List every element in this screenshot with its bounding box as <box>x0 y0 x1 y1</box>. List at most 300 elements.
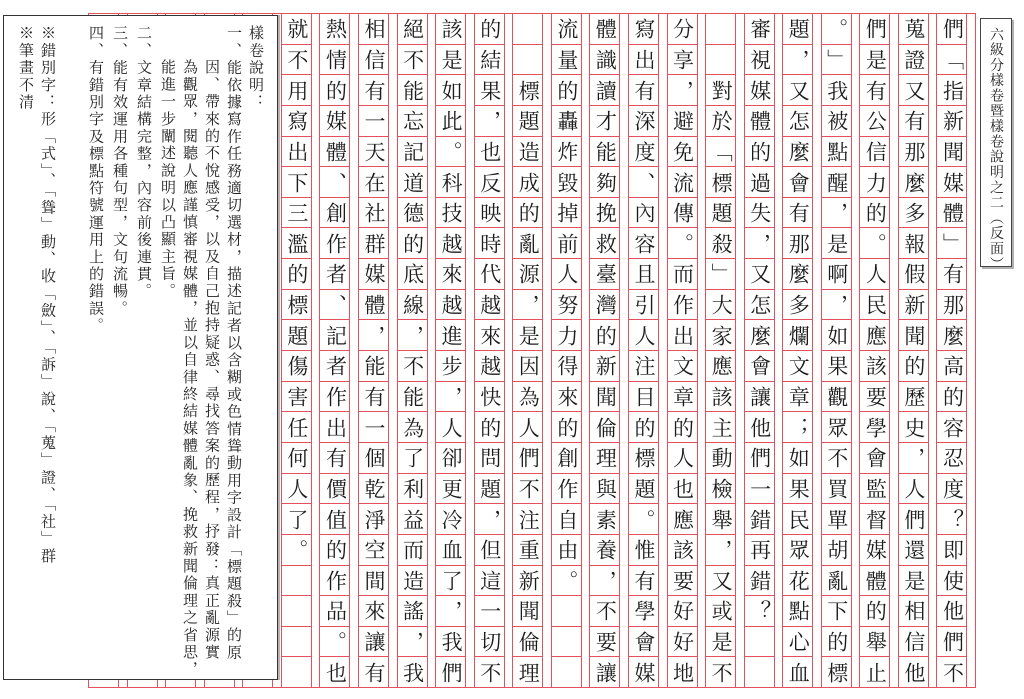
grid-cell <box>937 106 966 137</box>
handwritten-char: 舉 <box>709 508 734 530</box>
handwritten-char: 避 <box>670 110 695 132</box>
handwritten-char: 下 <box>284 171 309 193</box>
grid-column-cells <box>898 14 929 687</box>
grid-cell <box>745 198 774 229</box>
handwritten-char: 益 <box>400 508 425 530</box>
handwritten-char: 怎 <box>786 110 811 132</box>
grid-cell <box>513 566 542 597</box>
grid-cell <box>706 320 735 351</box>
grid-column <box>281 14 320 687</box>
grid-cell <box>860 627 889 658</box>
column-gap <box>428 14 436 687</box>
handwritten-char: 觀 <box>824 386 849 407</box>
grid-column-cells <box>859 14 890 687</box>
page-title: 六級分樣卷暨樣卷說明之二（反面） <box>988 27 1004 272</box>
handwritten-char: 會 <box>747 355 772 377</box>
grid-cell <box>436 75 465 106</box>
handwritten-char: 聞 <box>901 324 926 346</box>
grid-cell <box>320 657 349 687</box>
handwritten-char: 人 <box>439 416 464 438</box>
handwritten-char: 他 <box>747 416 772 438</box>
handwritten-char: 容 <box>940 416 965 438</box>
grid-cell <box>937 443 966 474</box>
handwritten-char: 忘 <box>400 110 425 132</box>
handwritten-char: 使 <box>940 569 965 591</box>
grid-column-cells <box>821 14 852 687</box>
handwritten-char: 絕 <box>400 18 425 40</box>
handwritten-char: 造 <box>400 569 425 591</box>
grid-cell <box>436 320 465 351</box>
handwritten-char: 於 <box>709 110 734 132</box>
grid-cell <box>899 474 928 505</box>
grid-cell <box>668 596 697 627</box>
handwritten-char: ， <box>400 324 425 346</box>
grid-column <box>705 14 744 687</box>
handwritten-char: 大 <box>709 294 734 316</box>
handwritten-char: 麼 <box>940 324 965 346</box>
handwritten-char: 聞 <box>593 386 618 407</box>
handwritten-char: 前 <box>554 232 579 254</box>
handwritten-char: 謠 <box>400 600 425 622</box>
grid-cell <box>822 106 851 137</box>
handwritten-char: 理 <box>593 447 618 469</box>
handwritten-char: 用 <box>284 79 309 101</box>
handwritten-char: 體 <box>323 140 348 162</box>
grid-cell <box>668 351 697 382</box>
column-gap <box>967 14 975 687</box>
grid-cell <box>513 504 542 535</box>
handwritten-char: 亂 <box>516 232 541 254</box>
handwritten-char: 也 <box>477 140 502 162</box>
column-gap <box>698 14 706 687</box>
handwritten-char: 有 <box>362 661 386 683</box>
grid-cell <box>937 504 966 535</box>
handwritten-char: 那 <box>940 294 965 316</box>
grid-cell <box>745 290 774 321</box>
grid-cell <box>668 474 697 505</box>
grid-cell <box>513 106 542 137</box>
grid-cell <box>590 566 619 597</box>
handwritten-char: 為 <box>400 416 425 438</box>
handwritten-char: 「 <box>709 140 734 162</box>
handwritten-char: 不 <box>477 661 502 683</box>
handwritten-char: 理 <box>516 661 541 683</box>
grid-column <box>667 14 706 687</box>
grid-cell <box>590 412 619 443</box>
handwritten-char: 信 <box>901 631 926 653</box>
handwritten-char: 如 <box>786 447 811 469</box>
handwritten-char: 動 <box>709 447 734 469</box>
sample-explanation-box <box>3 15 278 680</box>
handwritten-char: 德 <box>400 202 425 224</box>
handwritten-char: 而 <box>400 539 425 561</box>
grid-cell <box>590 627 619 658</box>
grid-cell <box>359 14 388 45</box>
handwritten-char: 倫 <box>516 631 541 653</box>
grid-cell <box>320 382 349 413</box>
handwritten-char: 得 <box>554 355 579 377</box>
grid-cell <box>899 137 928 168</box>
grid-cell <box>282 228 311 259</box>
handwritten-char: 章 <box>670 386 695 407</box>
handwritten-char: 點 <box>786 600 811 622</box>
grid-column-cells <box>397 14 428 687</box>
handwritten-char: 作 <box>554 477 579 499</box>
grid-cell <box>937 596 966 627</box>
handwritten-char: 問 <box>477 447 502 469</box>
grid-cell <box>359 504 388 535</box>
grid-cell <box>552 566 581 597</box>
grid-cell <box>436 290 465 321</box>
grid-cell <box>398 504 427 535</box>
grid-cell <box>899 75 928 106</box>
handwritten-char: ， <box>593 569 618 591</box>
grid-cell <box>552 657 581 687</box>
handwritten-char: 該 <box>709 386 734 407</box>
handwritten-char: 越 <box>439 232 464 254</box>
handwritten-char: 有 <box>323 447 348 469</box>
grid-cell <box>745 106 774 137</box>
handwritten-char: 。 <box>554 569 579 591</box>
handwritten-char: 好 <box>670 631 695 653</box>
handwritten-char: 價 <box>323 477 348 499</box>
grid-cell <box>899 412 928 443</box>
handwritten-char: 主 <box>709 416 734 438</box>
handwritten-char: 錯 <box>747 569 772 591</box>
handwritten-char: 是 <box>824 232 849 254</box>
grid-cell <box>783 535 812 566</box>
grid-cell <box>668 167 697 198</box>
grid-cell <box>552 382 581 413</box>
handwritten-char: 點 <box>824 140 849 162</box>
handwritten-char: 深 <box>631 110 656 132</box>
handwritten-char: ， <box>439 386 464 407</box>
handwritten-char: 濫 <box>284 232 309 254</box>
grid-cell <box>282 137 311 168</box>
handwritten-char: 體 <box>940 202 965 224</box>
grid-cell <box>745 535 774 566</box>
grid-cell <box>436 382 465 413</box>
column-gap <box>466 14 474 687</box>
handwritten-char: 而 <box>670 263 695 285</box>
column-gap <box>582 14 590 687</box>
column-gap <box>890 14 898 687</box>
handwritten-char: 傳 <box>670 202 695 224</box>
grid-cell <box>320 535 349 566</box>
grid-cell <box>475 290 504 321</box>
handwritten-char: 再 <box>747 539 772 561</box>
grid-cell <box>475 627 504 658</box>
handwritten-char: 會 <box>786 171 811 193</box>
grid-cell <box>860 167 889 198</box>
grid-cell <box>475 596 504 627</box>
handwritten-char: 對 <box>709 79 734 101</box>
grid-cell <box>359 259 388 290</box>
handwritten-char: 間 <box>362 569 386 591</box>
grid-cell <box>320 198 349 229</box>
handwritten-char: 轟 <box>554 110 579 132</box>
grid-cell <box>706 137 735 168</box>
grid-cell <box>436 228 465 259</box>
handwritten-char: 民 <box>863 294 888 316</box>
handwritten-char: 時 <box>477 232 502 254</box>
handwritten-char: 識 <box>593 48 618 70</box>
handwritten-char: 的 <box>554 416 579 438</box>
grid-cell <box>513 290 542 321</box>
handwritten-char: 也 <box>323 661 348 683</box>
grid-cell <box>937 167 966 198</box>
grid-cell <box>320 137 349 168</box>
grid-cell <box>745 504 774 535</box>
handwritten-char: ， <box>709 539 734 561</box>
grid-cell <box>860 14 889 45</box>
grid-cell <box>475 259 504 290</box>
grid-cell <box>860 504 889 535</box>
grid-cell <box>282 412 311 443</box>
grid-cell <box>899 351 928 382</box>
grid-cell <box>513 137 542 168</box>
grid-cell <box>745 45 774 76</box>
handwritten-char: 惟 <box>631 539 656 561</box>
handwritten-char: 有 <box>940 263 965 285</box>
handwritten-char: ， <box>747 232 772 254</box>
grid-cell <box>590 504 619 535</box>
handwritten-char: 舉 <box>863 631 888 653</box>
handwritten-char: 。 <box>439 140 464 162</box>
grid-cell <box>320 412 349 443</box>
handwritten-char: 會 <box>863 447 888 469</box>
handwritten-char: 結 <box>477 48 502 70</box>
grid-cell <box>706 627 735 658</box>
handwritten-char: 我 <box>400 661 425 683</box>
sample-explanation-text <box>15 25 267 679</box>
grid-cell <box>668 412 697 443</box>
grid-cell <box>668 443 697 474</box>
handwritten-char: 能 <box>400 386 425 407</box>
handwritten-char: 應 <box>670 508 695 530</box>
grid-cell <box>590 474 619 505</box>
handwritten-char: 毀 <box>554 171 579 193</box>
grid-cell <box>822 320 851 351</box>
grid-cell <box>282 657 311 687</box>
grid-cell <box>822 596 851 627</box>
grid-cell <box>475 228 504 259</box>
grid-cell <box>706 474 735 505</box>
grid-cell <box>282 320 311 351</box>
grid-cell <box>282 75 311 106</box>
handwritten-char: 越 <box>477 355 502 377</box>
grid-cell <box>398 412 427 443</box>
handwritten-char: 應 <box>863 324 888 346</box>
grid-cell <box>706 596 735 627</box>
handwritten-char: 啊 <box>824 263 849 285</box>
handwritten-char: 指 <box>940 79 965 101</box>
handwritten-char: 。 <box>824 18 849 40</box>
grid-cell <box>706 566 735 597</box>
handwritten-char: 地 <box>670 661 695 683</box>
grid-cell <box>822 566 851 597</box>
grid-cell <box>783 657 812 687</box>
grid-cell <box>668 259 697 290</box>
grid-cell <box>899 198 928 229</box>
handwritten-char: 倫 <box>593 416 618 438</box>
grid-cell <box>745 627 774 658</box>
handwritten-char: 下 <box>824 600 849 622</box>
grid-cell <box>398 137 427 168</box>
handwritten-char: 爛 <box>786 324 811 346</box>
grid-cell <box>436 566 465 597</box>
grid-cell <box>629 627 658 658</box>
handwritten-char: 要 <box>863 386 888 407</box>
grid-cell <box>552 45 581 76</box>
handwritten-char: 要 <box>670 569 695 591</box>
grid-cell <box>590 657 619 687</box>
handwritten-char: 出 <box>284 140 309 162</box>
grid-cell <box>590 14 619 45</box>
handwritten-char: 不 <box>593 600 618 622</box>
handwritten-char: 淨 <box>362 508 386 530</box>
grid-cell <box>822 259 851 290</box>
grid-cell <box>359 290 388 321</box>
grid-cell <box>668 75 697 106</box>
grid-cell <box>398 566 427 597</box>
grid-cell <box>706 228 735 259</box>
grid-cell <box>590 443 619 474</box>
grid-cell <box>860 474 889 505</box>
grid-column <box>859 14 898 687</box>
grid-cell <box>899 566 928 597</box>
grid-cell <box>899 290 928 321</box>
handwritten-char: 讓 <box>747 386 772 407</box>
grid-cell <box>513 535 542 566</box>
grid-cell <box>475 45 504 76</box>
handwritten-char: 忍 <box>940 447 965 469</box>
grid-cell <box>899 535 928 566</box>
grid-column <box>628 14 667 687</box>
handwritten-char: 會 <box>631 631 656 653</box>
handwritten-char: 歷 <box>901 386 926 407</box>
handwritten-char: 又 <box>709 569 734 591</box>
grid-cell <box>590 106 619 137</box>
handwritten-char: 好 <box>670 600 695 622</box>
handwritten-char: 們 <box>747 447 772 469</box>
grid-cell <box>745 566 774 597</box>
handwritten-char: 作 <box>670 294 695 316</box>
handwritten-char: 底 <box>400 263 425 285</box>
grid-cell <box>398 259 427 290</box>
grid-cell <box>282 351 311 382</box>
note-typos: ※錯別字：形「式」、「聳」動、收「斂」、「訴」說、「蒐」證、「社」群 <box>39 25 57 565</box>
handwritten-char: 被 <box>824 110 849 132</box>
grid-cell <box>629 351 658 382</box>
grid-cell <box>745 382 774 413</box>
handwritten-char: 寫 <box>284 110 309 132</box>
grid-cell <box>359 198 388 229</box>
grid-cell <box>475 14 504 45</box>
grid-cell <box>282 596 311 627</box>
handwritten-char: 這 <box>477 569 502 591</box>
grid-cell <box>706 412 735 443</box>
grid-column <box>821 14 860 687</box>
handwritten-char: 越 <box>439 294 464 316</box>
grid-cell <box>398 320 427 351</box>
handwritten-char: 止 <box>863 661 888 683</box>
grid-cell <box>937 137 966 168</box>
grid-cell <box>937 228 966 259</box>
grid-cell <box>745 75 774 106</box>
grid-cell <box>860 45 889 76</box>
handwritten-char: 是 <box>863 48 888 70</box>
grid-cell <box>475 106 504 137</box>
grid-cell <box>398 45 427 76</box>
grid-cell <box>475 535 504 566</box>
handwritten-char: 道 <box>400 171 425 193</box>
grid-cell <box>783 596 812 627</box>
grid-cell <box>590 137 619 168</box>
handwritten-char: 了 <box>400 447 425 469</box>
handwritten-char: 」 <box>824 48 849 70</box>
grid-column <box>435 14 474 687</box>
handwritten-char: 是 <box>901 569 926 591</box>
handwritten-char: 。 <box>323 631 348 653</box>
grid-cell <box>359 75 388 106</box>
grid-cell <box>359 566 388 597</box>
handwritten-char: 且 <box>631 263 656 285</box>
handwritten-char: 麼 <box>786 140 811 162</box>
handwritten-char: 一 <box>362 416 386 438</box>
grid-cell <box>745 351 774 382</box>
grid-cell <box>282 443 311 474</box>
grid-cell <box>590 535 619 566</box>
grid-cell <box>359 320 388 351</box>
grid-cell <box>745 137 774 168</box>
grid-cell <box>783 45 812 76</box>
grid-cell <box>513 198 542 229</box>
grid-cell <box>783 627 812 658</box>
handwritten-char: 有 <box>786 202 811 224</box>
grid-cell <box>937 627 966 658</box>
grid-cell <box>398 474 427 505</box>
grid-cell <box>860 443 889 474</box>
grid-cell <box>860 290 889 321</box>
handwritten-char: 出 <box>631 48 656 70</box>
grid-column-cells <box>551 14 582 687</box>
grid-column-cells <box>667 14 698 687</box>
handwritten-char: 人 <box>863 263 888 285</box>
grid-cell <box>860 535 889 566</box>
handwritten-char: 眾 <box>786 539 811 561</box>
handwritten-char: 的 <box>516 202 541 224</box>
grid-cell <box>436 657 465 687</box>
grid-cell <box>629 535 658 566</box>
handwritten-char: ， <box>477 110 502 132</box>
grid-cell <box>436 14 465 45</box>
grid-cell <box>282 45 311 76</box>
grid-cell <box>899 320 928 351</box>
handwritten-char: 能 <box>362 355 386 377</box>
grid-cell <box>822 443 851 474</box>
grid-cell <box>706 259 735 290</box>
handwritten-char: 假 <box>901 263 926 285</box>
handwritten-char: 分 <box>670 18 695 40</box>
handwritten-char: 的 <box>284 263 309 285</box>
grid-cell <box>359 228 388 259</box>
handwritten-char: 了 <box>439 569 464 591</box>
handwritten-char: 相 <box>901 600 926 622</box>
handwritten-char: 讓 <box>362 631 386 653</box>
handwritten-char: 救 <box>593 232 618 254</box>
grid-column-cells <box>512 14 543 687</box>
